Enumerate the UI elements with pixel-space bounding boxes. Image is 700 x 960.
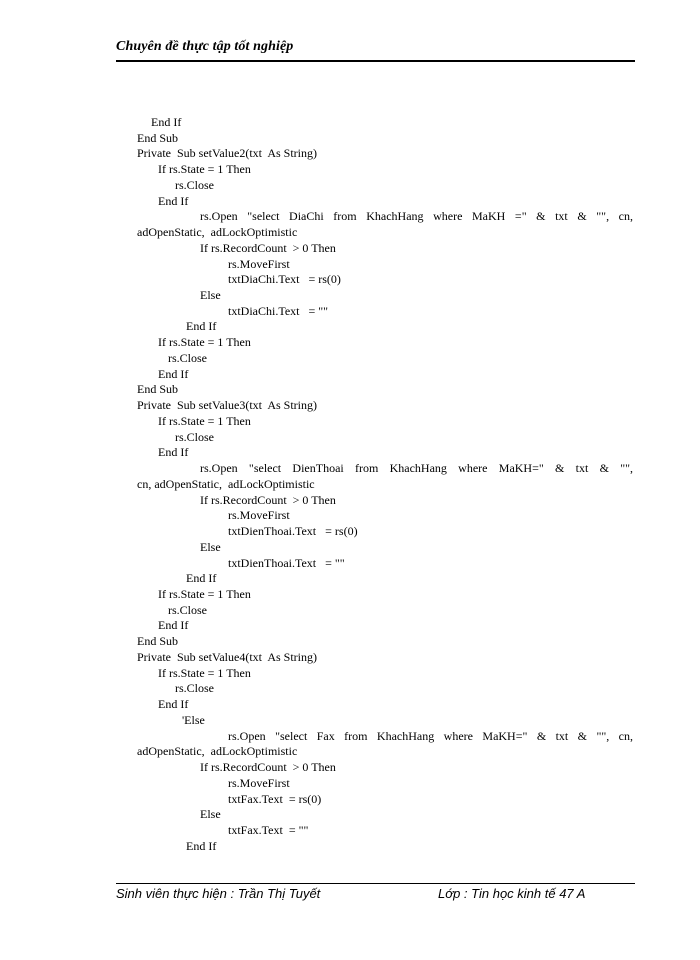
code-line: rs.Open "select Fax from KhachHang where MaKH=" & txt & "", cn, — [228, 729, 633, 743]
code-line: If rs.RecordCount > 0 Then — [200, 760, 336, 774]
code-line: rs.Open "select DiaChi from KhachHang where MaKH =" & txt & "", cn, — [200, 209, 633, 223]
code-line: End If — [158, 618, 189, 632]
code-line: Private Sub setValue2(txt As String) — [137, 146, 317, 160]
code-line: txtFax.Text = rs(0) — [228, 792, 322, 806]
footer-student-name: Sinh viên thực hiện : Trần Thị Tuyết — [116, 886, 321, 901]
code-line: adOpenStatic, adLockOptimistic — [137, 744, 298, 758]
code-line: rs.Close — [175, 681, 214, 695]
code-line: End If — [158, 445, 189, 459]
code-line: rs.MoveFirst — [228, 257, 290, 271]
footer-divider — [116, 883, 635, 884]
code-line: End If — [158, 194, 189, 208]
code-line: txtDiaChi.Text = rs(0) — [228, 272, 341, 286]
code-line: End If — [158, 367, 189, 381]
code-line: rs.MoveFirst — [228, 776, 290, 790]
code-line: txtDienThoai.Text = "" — [228, 556, 345, 570]
code-line: If rs.RecordCount > 0 Then — [200, 493, 336, 507]
code-line: Private Sub setValue4(txt As String) — [137, 650, 317, 664]
code-line: rs.Close — [168, 351, 207, 365]
header-divider — [116, 60, 635, 62]
code-line: If rs.State = 1 Then — [158, 414, 251, 428]
code-line: Private Sub setValue3(txt As String) — [137, 398, 317, 412]
code-line: End If — [186, 571, 217, 585]
code-line: Else — [200, 540, 221, 554]
code-line: End If — [151, 115, 182, 129]
code-line: txtDienThoai.Text = rs(0) — [228, 524, 358, 538]
code-line: rs.MoveFirst — [228, 508, 290, 522]
code-line: rs.Close — [175, 178, 214, 192]
code-line: End If — [186, 319, 217, 333]
code-line: adOpenStatic, adLockOptimistic — [137, 225, 298, 239]
code-line: Else — [200, 807, 221, 821]
code-line: Else — [200, 288, 221, 302]
code-line: End If — [158, 697, 189, 711]
code-line: txtDiaChi.Text = "" — [228, 304, 329, 318]
code-line: cn, adOpenStatic, adLockOptimistic — [137, 477, 315, 491]
code-line: If rs.State = 1 Then — [158, 335, 251, 349]
code-line: End Sub — [137, 131, 179, 145]
page-header-title: Chuyên đề thực tập tốt nghiệp — [116, 39, 294, 54]
code-line: rs.Close — [175, 430, 214, 444]
code-line: If rs.State = 1 Then — [158, 666, 251, 680]
code-line: End Sub — [137, 382, 179, 396]
code-line: If rs.RecordCount > 0 Then — [200, 241, 336, 255]
code-line: rs.Open "select DienThoai from KhachHang where MaKH=" & txt & "", — [200, 461, 633, 475]
code-line: 'Else — [182, 713, 205, 727]
code-line: End If — [186, 839, 217, 853]
footer-class-name: Lớp : Tin học kinh tế 47 A — [438, 886, 586, 901]
code-line: rs.Close — [168, 603, 207, 617]
code-line: txtFax.Text = "" — [228, 823, 309, 837]
code-line: If rs.State = 1 Then — [158, 162, 251, 176]
code-line: End Sub — [137, 634, 179, 648]
code-line: If rs.State = 1 Then — [158, 587, 251, 601]
